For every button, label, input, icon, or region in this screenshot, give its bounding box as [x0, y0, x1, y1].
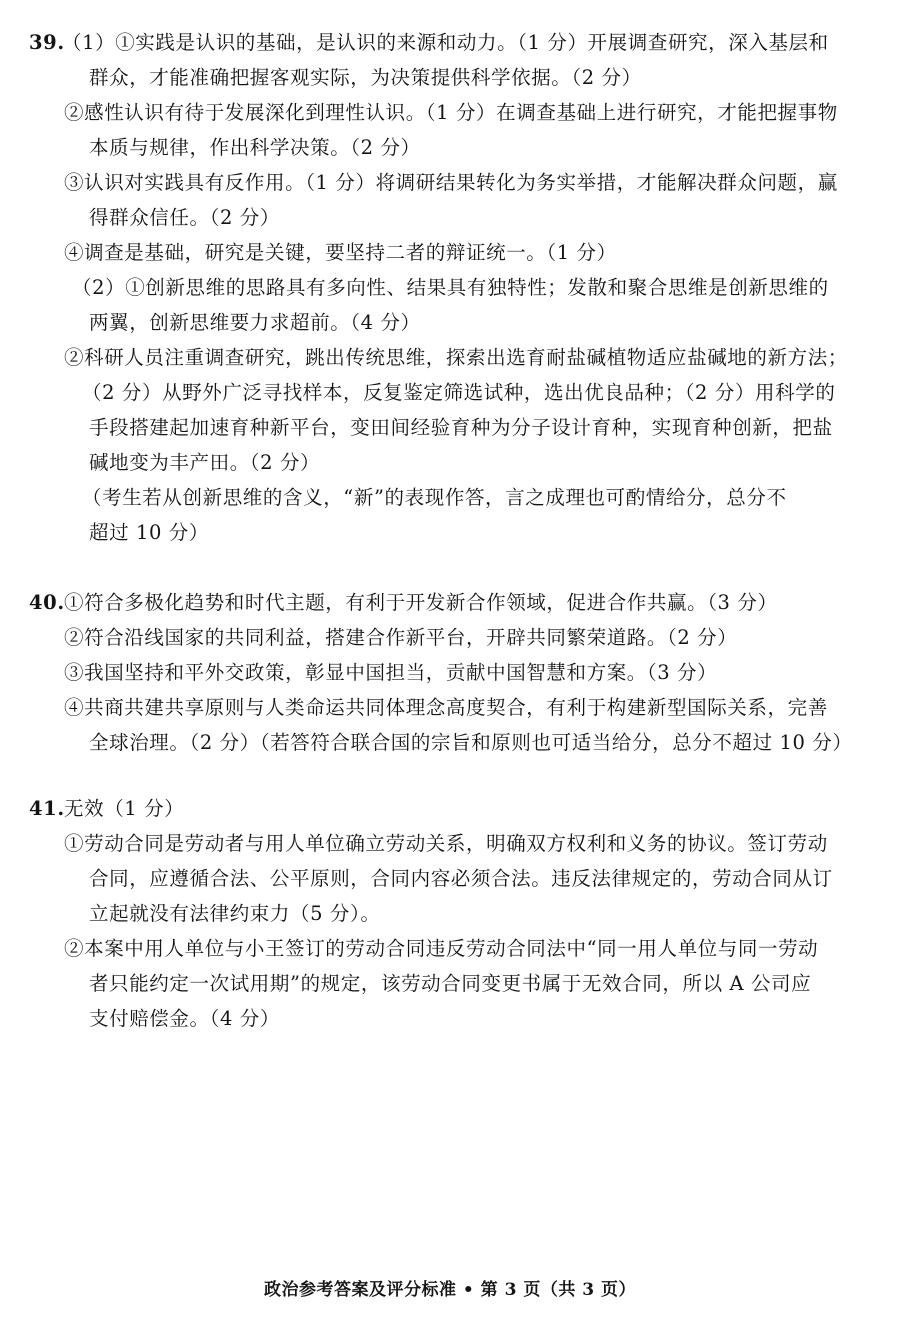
- answer-line: ②感性认识有待于发展深化到理性认识。（1 分）在调查基础上进行研究，才能把握事物: [64, 101, 838, 124]
- grading-note: （考生若从创新思维的含义，“新”的表现作答，言之成理也可酌情给分，总分不: [82, 486, 787, 509]
- answer-line: 手段搭建起加速育种新平台，变田间经验育种为分子设计育种，实现育种创新，把盐: [89, 416, 833, 439]
- answer-line: ④共商共建共享原则与人类命运共同体理念高度契合，有利于构建新型国际关系，完善: [64, 696, 828, 719]
- answer-line: 群众，才能准确把握客观实际，为决策提供科学依据。（2 分）: [89, 66, 642, 89]
- answer-line: （2 分）从野外广泛寻找样本，反复鉴定筛选试种，选出优良品种；（2 分）用科学的: [82, 381, 836, 404]
- answer-line: 合同，应遵循合法、公平原则，合同内容必须合法。违反法律规定的，劳动合同从订: [89, 867, 833, 890]
- answer-line: 支付赔偿金。（4 分）: [89, 1007, 280, 1030]
- answer-line: 得群众信任。（2 分）: [89, 206, 280, 229]
- answer-line: 无效（1 分）: [64, 797, 185, 820]
- answer-line: 立起就没有法律约束力（5 分）。: [89, 902, 381, 925]
- answer-line: （1）①实践是认识的基础，是认识的来源和动力。（1 分）开展调查研究，深入基层和: [62, 31, 829, 54]
- question-number: 41.: [29, 797, 65, 820]
- answer-line: ②科研人员注重调查研究，跳出传统思维，探索出选育耐盐碱植物适应盐碱地的新方法；: [64, 346, 848, 369]
- answer-line: ③我国坚持和平外交政策，彰显中国担当，贡献中国智慧和方案。（3 分）: [64, 661, 718, 684]
- question-number: 40.: [29, 591, 65, 614]
- page-footer: 政治参考答案及评分标准 • 第 3 页（共 3 页）: [263, 1280, 637, 1300]
- answer-line: （2）①创新思维的思路具有多向性、结果具有独特性；发散和聚合思维是创新思维的: [72, 276, 829, 299]
- answer-line: 全球治理。（2 分）（若答符合联合国的宗旨和原则也可适当给分，总分不超过 10 分）: [89, 731, 853, 754]
- answer-line: 者只能约定一次试用期”的规定，该劳动合同变更书属于无效合同，所以 A 公司应: [89, 972, 812, 995]
- answer-line: ④调查是基础，研究是关键，要坚持二者的辩证统一。（1 分）: [64, 241, 617, 264]
- grading-note: 超过 10 分）: [89, 521, 210, 544]
- question-number: 39.: [29, 31, 65, 54]
- answer-line: 碱地变为丰产田。（2 分）: [89, 451, 321, 474]
- answer-line: 本质与规律，作出科学决策。（2 分）: [89, 136, 421, 159]
- answer-line: 两翼，创新思维要力求超前。（4 分）: [89, 311, 421, 334]
- answer-line: ①符合多极化趋势和时代主题，有利于开发新合作领域，促进合作共赢。（3 分）: [64, 591, 778, 614]
- answer-line: ③认识对实践具有反作用。（1 分）将调研结果转化为务实举措，才能解决群众问题，赢: [64, 171, 838, 194]
- answer-line: ②本案中用人单位与小王签订的劳动合同违反劳动合同法中“同一用人单位与同一劳动: [64, 937, 819, 960]
- answer-line: ②符合沿线国家的共同利益，搭建合作新平台，开辟共同繁荣道路。（2 分）: [64, 626, 738, 649]
- answer-line: ①劳动合同是劳动者与用人单位确立劳动关系，明确双方权利和义务的协议。签订劳动: [64, 832, 828, 855]
